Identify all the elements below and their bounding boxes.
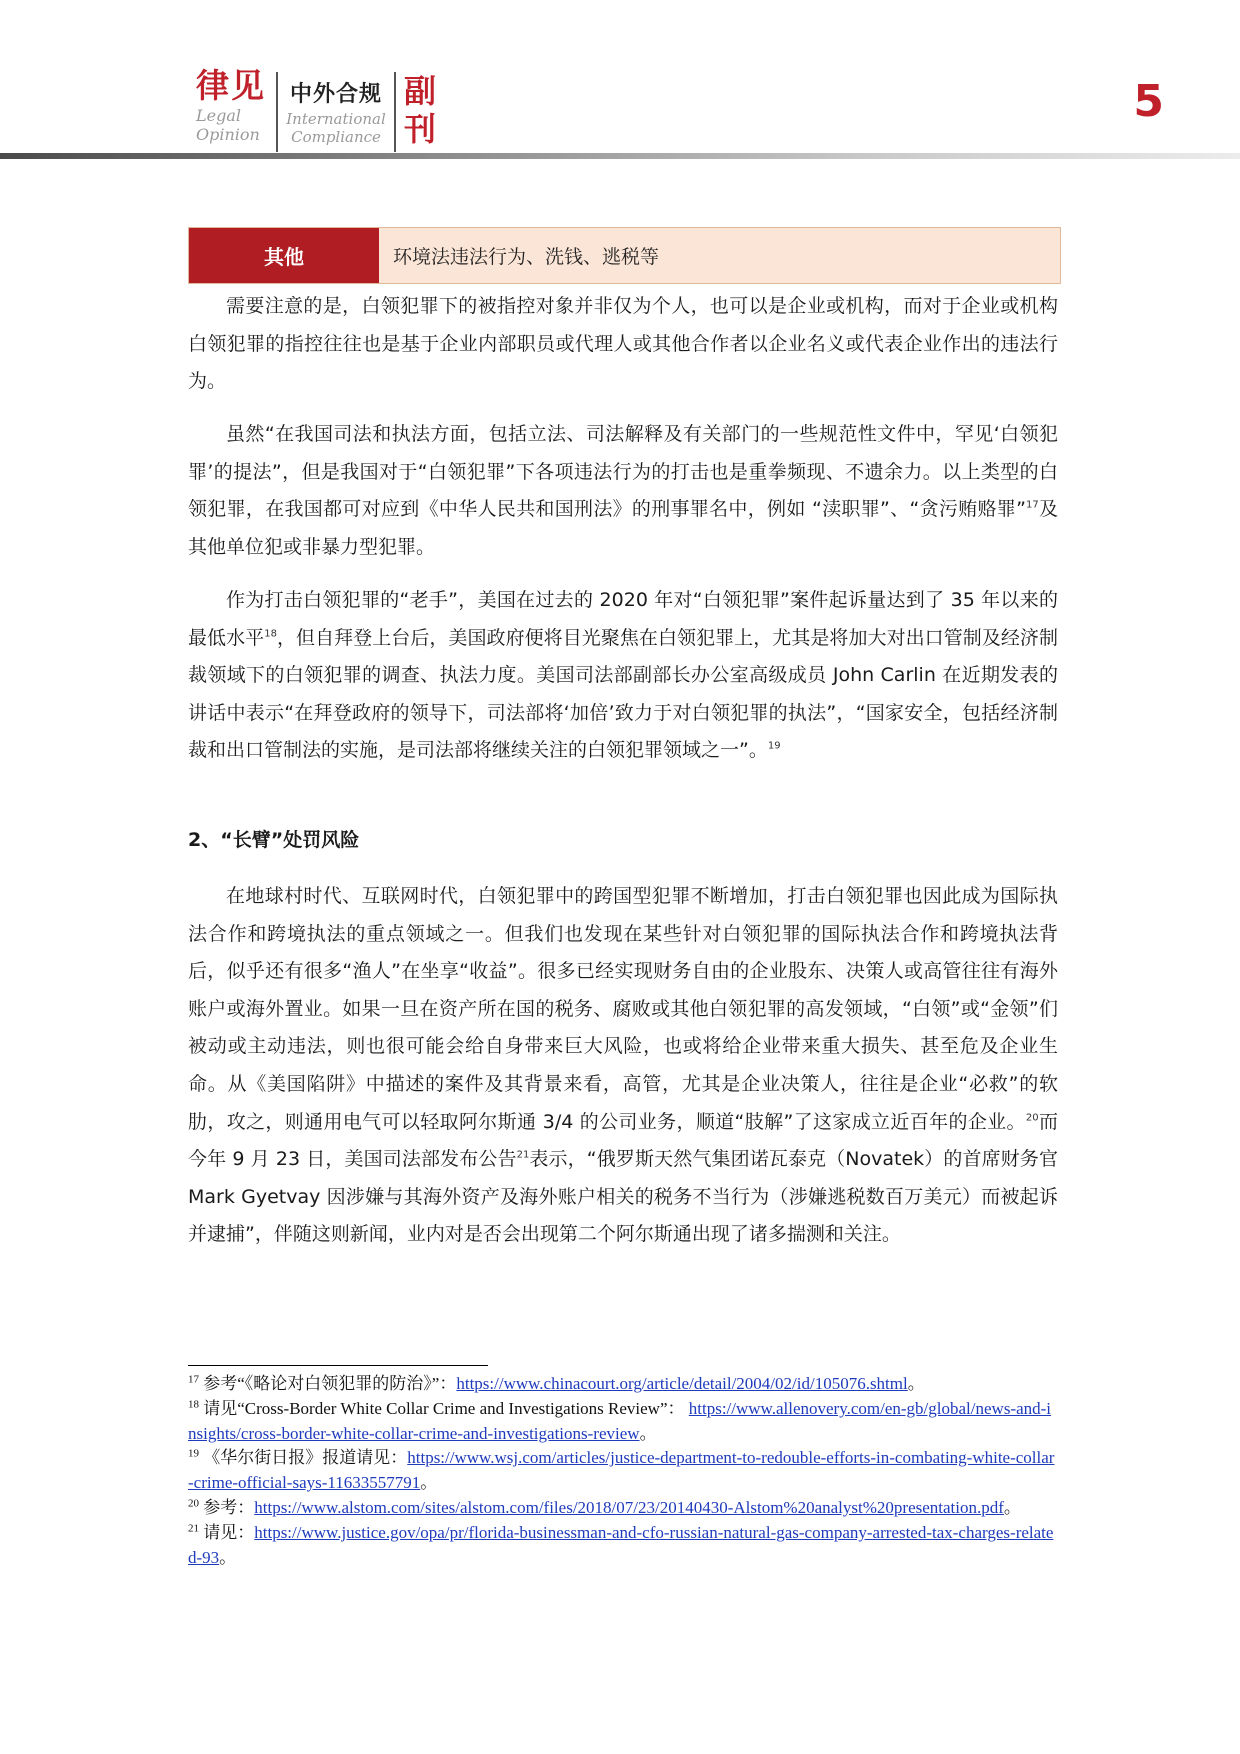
footnote-suffix: 。 — [907, 1374, 925, 1393]
footnote-link[interactable]: https://www.wsj.com/articles/justice-department-to-redouble-efforts-in-combating-white-collar-crime-official-says-11633557791 — [188, 1448, 1055, 1493]
footnote-17 — [188, 1372, 1058, 1397]
paragraph-2 — [188, 416, 1058, 566]
footnote-separator — [188, 1365, 488, 1366]
category-table-row — [188, 227, 1061, 284]
footnote-ref-20[interactable]: 20 — [1025, 1112, 1039, 1124]
section-title-en-2: Compliance — [291, 128, 381, 146]
footnote-number: 18 — [188, 1398, 199, 1411]
paragraph-3-text-a: 作为打击白领犯罪的“老手”，美国在过去的 2020 年对“白领犯罪”案件起诉量达到了 35 年以来的最低水平 — [188, 589, 1058, 649]
footnote-number: 17 — [188, 1373, 199, 1386]
footnote-suffix: 。 — [1003, 1497, 1021, 1517]
supplement-char-1: 副 — [404, 72, 437, 110]
page-number: 5 — [1133, 76, 1164, 127]
footnote-suffix: 。 — [420, 1473, 438, 1493]
footnote-text: 请见： — [199, 1522, 255, 1542]
section-title-en-1: International — [286, 110, 386, 128]
footnote-ref-18[interactable]: 18 — [264, 628, 277, 640]
category-value: 环境法违法行为、洗钱、逃税等 — [379, 228, 1060, 283]
footnote-20 — [188, 1496, 1058, 1521]
logo-divider-2 — [394, 72, 396, 152]
footnote-number: 19 — [188, 1447, 199, 1460]
footnote-18 — [188, 1397, 1058, 1447]
paragraph-3 — [188, 582, 1058, 770]
article-body — [188, 288, 1058, 401]
article-body-4 — [188, 878, 1058, 1254]
header-rule — [0, 153, 1240, 159]
article-body-2 — [188, 416, 1058, 566]
footnote-link[interactable]: https://www.chinacourt.org/article/detail/2004/02/id/105076.shtml — [456, 1374, 908, 1393]
footnote-link[interactable]: https://www.allenovery.com/en-gb/global/news-and-insights/cross-border-white-collar-crime-and-investigations-review — [188, 1398, 1052, 1443]
paragraph-1 — [188, 288, 1058, 401]
section-title-cn: 中外合规 — [289, 82, 382, 107]
article-body-3 — [188, 582, 1058, 770]
footnote-text: 《华尔街日报》报道请见： — [199, 1448, 408, 1468]
footnotes — [188, 1372, 1058, 1570]
footnote-text: 参考“《略论对白领犯罪的防治》”： — [199, 1374, 457, 1393]
paragraph-3-text-b: ，但自拜登上台后，美国政府便将目光聚焦在白领犯罪上，尤其是将加大对出口管制及经济制裁领域下的白领犯罪的调查、执法力度。美国司法部副部长办公室高级成员 John Carlin 在近期发表的讲话中表示“在拜登政府的领导下，司法部将‘加倍’致力于对白领犯罪的执法”，“国家安全，包括经济制裁和出口管制法的实施，是司法部将继续关注的白领犯罪领域之一”。 — [188, 626, 1058, 762]
footnote-link[interactable]: https://www.justice.gov/opa/pr/florida-businessman-and-cfo-russian-natural-gas-company-arrested-tax-charges-related-93 — [188, 1522, 1054, 1567]
footnote-suffix: 。 — [219, 1547, 237, 1567]
footnote-number: 20 — [188, 1497, 199, 1510]
supplement-mark — [404, 72, 440, 148]
footnote-suffix: 。 — [639, 1423, 657, 1443]
section-heading-block — [188, 822, 1058, 859]
logo-chinese: 律见 — [196, 66, 266, 105]
logo-divider — [276, 72, 278, 152]
footnote-link[interactable]: https://www.alstom.com/sites/alstom.com/files/2018/07/23/20140430-Alstom%20analyst%20presentation.pdf — [254, 1497, 1004, 1517]
paragraph-2-text-b: 及其他单位犯或非暴力型犯罪。 — [188, 498, 1058, 558]
footnote-ref-17[interactable]: 17 — [1025, 499, 1039, 511]
category-label: 其他 — [189, 228, 379, 283]
logo-english-2: Opinion — [196, 125, 260, 144]
brand-logo-legal-opinion — [196, 66, 268, 144]
footnote-ref-19[interactable]: 19 — [767, 741, 781, 753]
footnote-ref-21[interactable]: 21 — [516, 1149, 530, 1161]
footnote-21 — [188, 1521, 1058, 1571]
supplement-char-2: 刊 — [404, 110, 437, 148]
paragraph-4-text-a: 在地球村时代、互联网时代，白领犯罪中的跨国型犯罪不断增加，打击白领犯罪也因此成为国际执法合作和跨境执法的重点领域之一。但我们也发现在某些针对白领犯罪的国际执法合作和跨境执法背后，似乎还有很多“渔人”在坐享“收益”。很多已经实现财务自由的企业股东、决策人或高管往往有海外账户或海外置业。如果一旦在资产所在国的税务、腐败或其他白领犯罪的高发领域，“白领”或“金领”们被动或主动违法，则也很可能会给自身带来巨大风险，也或将给企业带来重大损失、甚至危及企业生命。从《美国陷阱》中描述的案件及其背景来看，高管，尤其是企业决策人，往往是企业“必救”的软肋，攻之，则通用电气可以轻取阿尔斯通 3/4 的公司业务，顺道“肢解”了这家成立近百年的企业。 — [188, 885, 1058, 1133]
paragraph-4 — [188, 878, 1058, 1254]
paragraph-1-text: 需要注意的是，白领犯罪下的被指控对象并非仅为个人，也可以是企业或机构，而对于企业或机构白领犯罪的指控往往也是基于企业内部职员或代理人或其他合作者以企业名义或代表企业作出的违法行为。 — [188, 295, 1058, 393]
paragraph-4-text-c: 表示，“俄罗斯天然气集团诺瓦泰克（Novatek）的首席财务官 Mark Gyetvay 因涉嫌与其海外资产及海外账户相关的税务不当行为（涉嫌逃税数百万美元）而被起诉并逮捕”，伴随这则新闻，业内对是否会出现第二个阿尔斯通出现了诸多揣测和关注。 — [188, 1148, 1058, 1246]
footnote-text: 参考： — [199, 1497, 255, 1517]
paragraph-2-text-a: 虽然“在我国司法和执法方面，包括立法、司法解释及有关部门的一些规范性文件中，罕见‘白领犯罪’的提法”，但是我国对于“白领犯罪”下各项违法行为的打击也是重拳频现、不遗余力。以上类型的白领犯罪，在我国都可对应到《中华人民共和国刑法》的刑事罪名中，例如 “渎职罪”、“贪污贿赂罪” — [188, 423, 1058, 521]
paragraph-4-text-b: 而今年 9 月 23 日，美国司法部发布公告 — [188, 1110, 1058, 1171]
footnote-number: 21 — [188, 1522, 199, 1535]
footnote-19 — [188, 1446, 1058, 1496]
section-title — [282, 80, 390, 146]
logo-english-1: Legal — [196, 106, 241, 125]
footnote-text: 请见“Cross-Border White Collar Crime and Investigations Review”： — [199, 1398, 689, 1418]
section-heading: 2、“长臂”处罚风险 — [188, 829, 360, 851]
